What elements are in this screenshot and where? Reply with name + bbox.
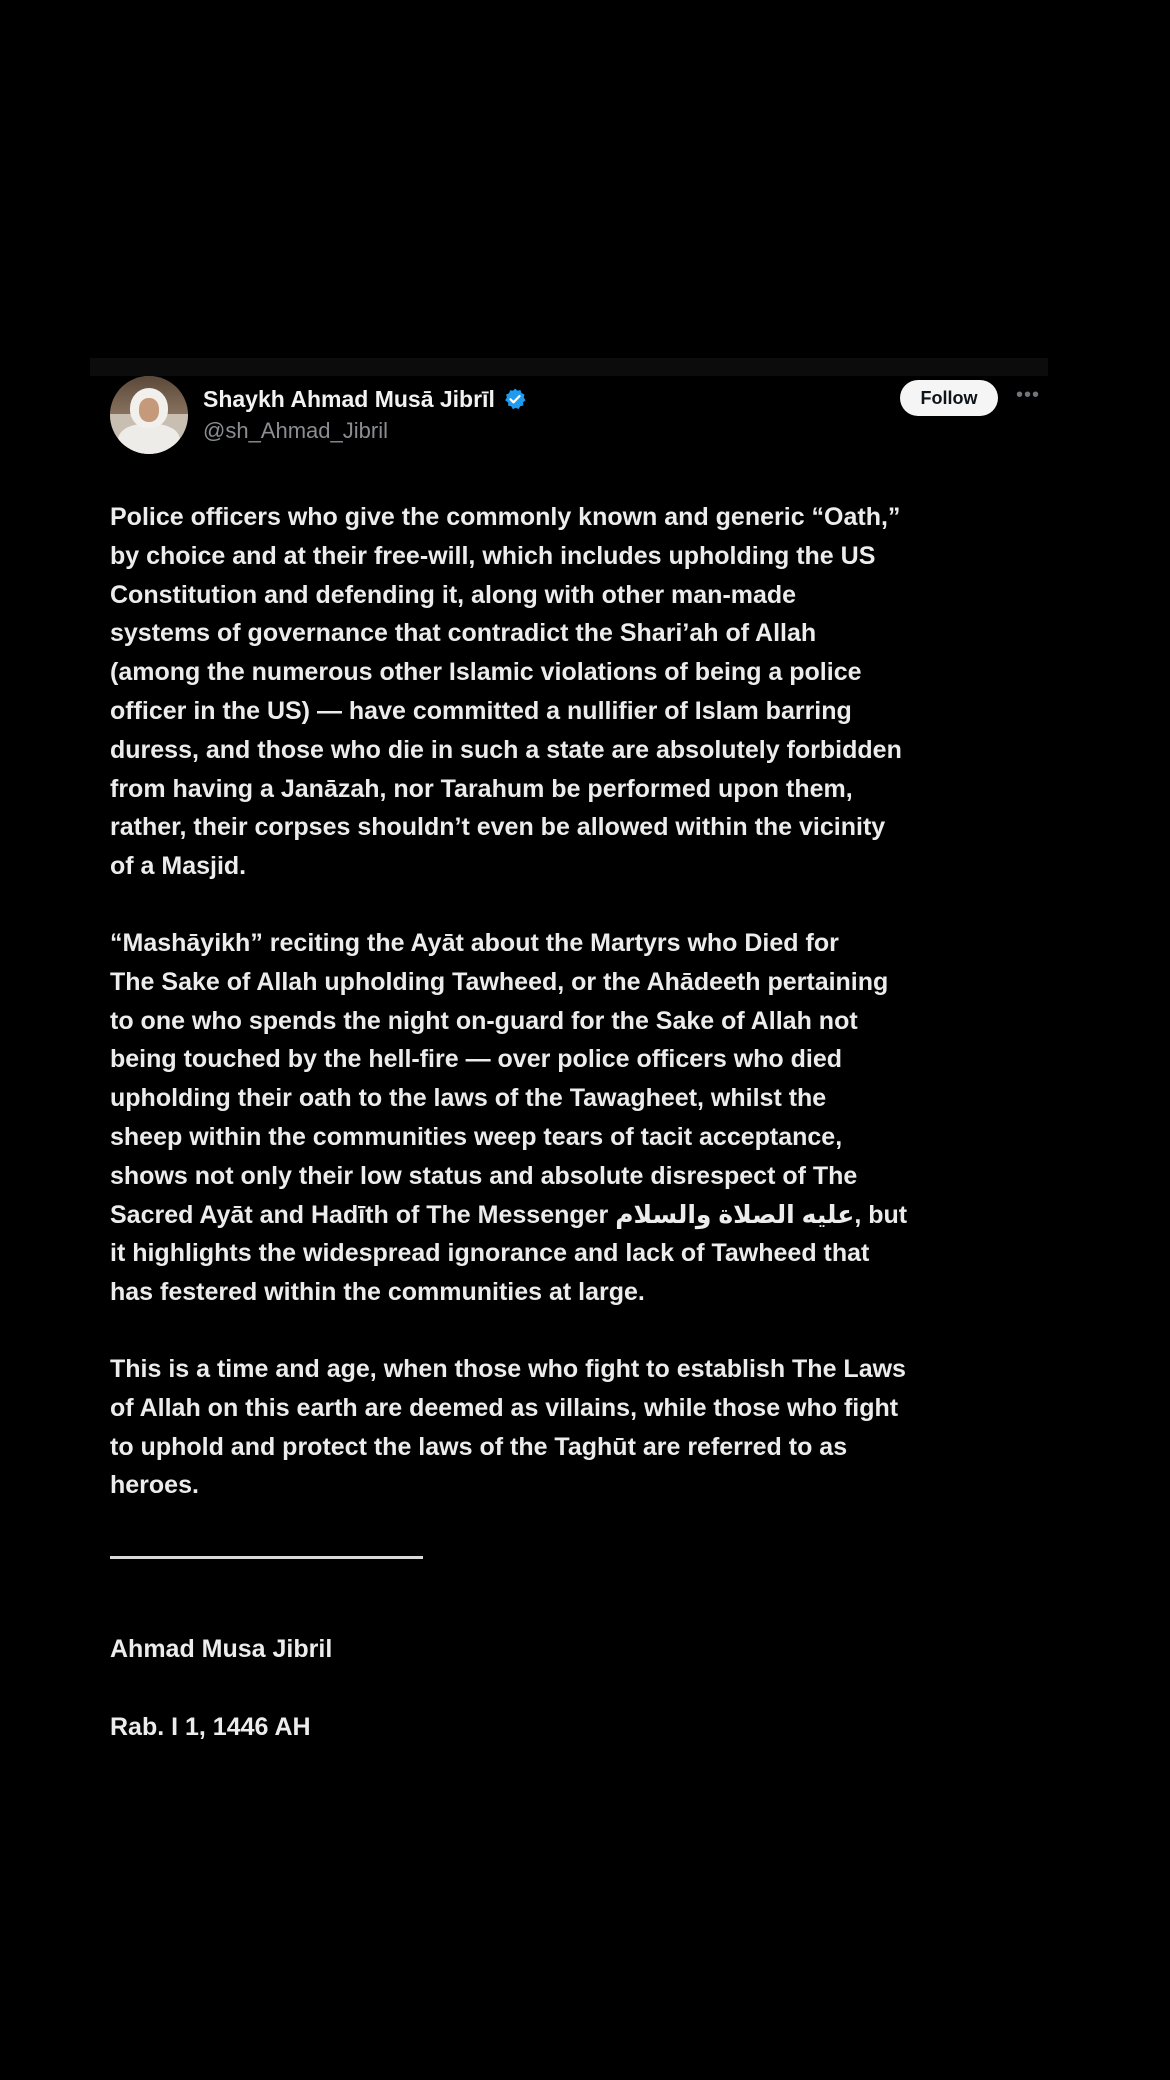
avatar[interactable] (110, 376, 188, 454)
post-paragraph-3: This is a time and age, when those who fight to establish The Laws of Allah on this earth are deemed as villains, while those who fight to uphold and protect the laws of the Taghūt are referred to as heroes. (110, 1354, 906, 1500)
follow-button[interactable]: Follow (900, 380, 998, 416)
signature-name: Ahmad Musa Jibril (110, 1635, 333, 1663)
avatar-face (139, 398, 159, 422)
verified-badge-icon (503, 387, 527, 411)
signature-block (110, 1591, 332, 1786)
author-handle[interactable]: @sh_Ahmad_Jibril (203, 418, 388, 443)
avatar-robe (118, 424, 180, 454)
post-body (110, 498, 1030, 1543)
signature-date: Rab. I 1, 1446 AH (110, 1713, 311, 1741)
more-horizontal-icon[interactable]: ••• (1016, 384, 1041, 406)
post-card (90, 376, 1048, 1741)
author-display-name[interactable]: Shaykh Ahmad Musā Jibrīl (203, 385, 495, 412)
post-paragraph-1: Police officers who give the commonly known and generic “Oath,” by choice and at their free-will, which includes upholding the US Constitution and defending it, along with other man-made systems of governance that contradict the Shari’ah of Allah (among the numerous other Islamic violations of being a police officer in the US) — have committed a nullifier of Islam barring duress, and those who die in such a state are absolutely forbidden from having a Janāzah, nor Tarahum be performed upon them, rather, their corpses shouldn’t even be allowed within the vicinity of a Masjid. (110, 503, 902, 881)
top-band (90, 358, 1048, 376)
post-header (110, 376, 1041, 496)
signature-divider (110, 1556, 423, 1559)
post-paragraph-2: “Mashāyikh” reciting the Ayāt about the Martyrs who Died for The Sake of Allah upholding Tawheed, or the Ahādeeth pertaining to one who spends the night on-guard for the Sake of Allah not being touched by the hell-fire — over police officers who died upholding their oath to the laws of the Tawagheet, whilst the sheep within the communities weep tears of tacit acceptance, shows not only their low status and absolute disrespect of The Sacred Ayāt and Hadīth of The Messenger عليه الصلاة والسلام, but it highlights the widespread ignorance and lack of Tawheed that has festered within the communities at large. (110, 928, 908, 1307)
author-name-row (203, 382, 527, 416)
